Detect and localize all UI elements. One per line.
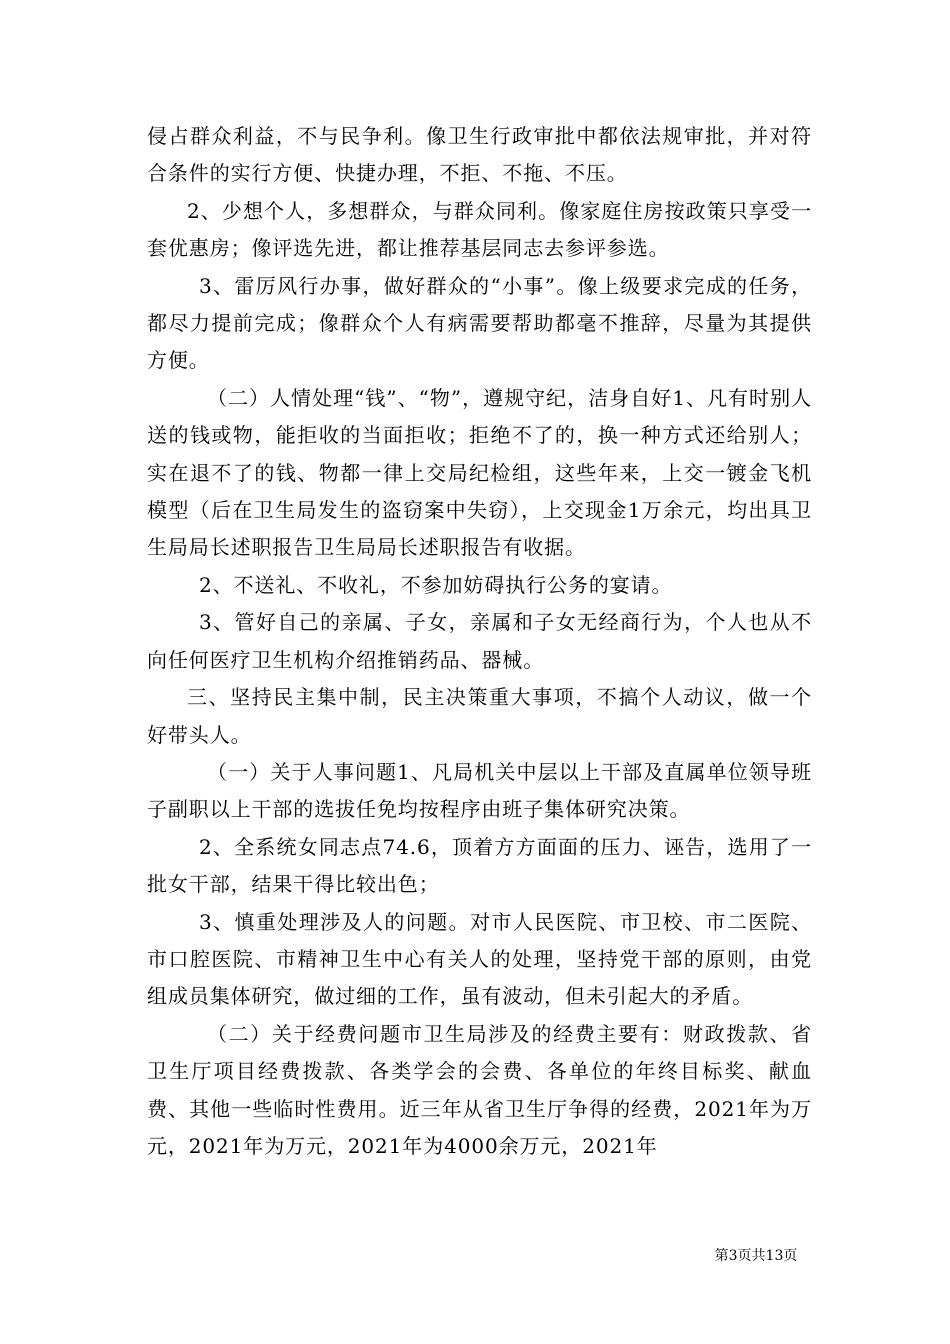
paragraph-10: 3、慎重处理涉及人的问题。对市人民医院、市卫校、市二医院、市口腔医院、市精神卫生中心有关人的处理，坚持党干部的原则，由党组成员集体研究，做过细的工作，虽有波动，但未引起大的矛盾。 xyxy=(147,909,812,1009)
paragraph-1: 侵占群众利益，不与民争利。像卫生行政审批中都依法规审批，并对符合条件的实行方便、快捷办理，不拒、不拖、不压。 xyxy=(147,124,812,186)
paragraph-5: 2、不送礼、不收礼，不参加妨碍执行公务的宴请。 xyxy=(199,572,673,597)
paragraph-11: （二）关于经费问题市卫生局涉及的经费主要有：财政拨款、省卫生厅项目经费拨款、各类学会的会费、各单位的年终目标奖、献血费、其他一些临时性费用。近三年从省卫生厅争得的经费，2021年为万元，2021年为万元，2021年为4000余万元，2021年 xyxy=(147,1021,812,1158)
paragraph-2: 2、少想个人，多想群众，与群众同利。像家庭住房按政策只享受一套优惠房；像评选先进，都让推荐基层同志去参评参选。 xyxy=(147,198,812,261)
paragraph-3: 3、雷厉风行办事，做好群众的“小事”。像上级要求完成的任务，都尽力提前完成；像群众个人有病需要帮助都毫不推辞，尽量为其提供方便。 xyxy=(147,273,812,373)
paragraph-7: 三、坚持民主集中制，民主决策重大事项，不搞个人动议，做一个好带头人。 xyxy=(147,685,812,747)
page-number-label: 第3页共13页 xyxy=(714,1248,798,1264)
paragraph-8: （一）关于人事问题1、凡局机关中层以上干部及直属单位领导班子副职以上干部的选拔任免均按程序由班子集体研究决策。 xyxy=(147,759,812,822)
paragraph-6: 3、管好自己的亲属、子女，亲属和子女无经商行为，个人也从不向任何医疗卫生机构介绍推销药品、器械。 xyxy=(147,610,812,672)
paragraph-9: 2、全系统女同志点74.6，顶着方方面面的压力、诬告，选用了一批女干部，结果干得比较出色； xyxy=(147,834,812,897)
document-body xyxy=(147,118,812,1165)
page-footer xyxy=(0,1245,950,1265)
paragraph-4: （二）人情处理“钱”、“物”，遵规守纪，洁身自好1、凡有时别人送的钱或物，能拒收的当面拒收；拒绝不了的，换一种方式还给别人；实在退不了的钱、物都一律上交局纪检组，这些年来，上交一镀金飞机模型（后在卫生局发生的盗窃案中失窃），上交现金1万余元，均出具卫生局局长述职报告卫生局局长述职报告有收据。 xyxy=(147,385,812,560)
